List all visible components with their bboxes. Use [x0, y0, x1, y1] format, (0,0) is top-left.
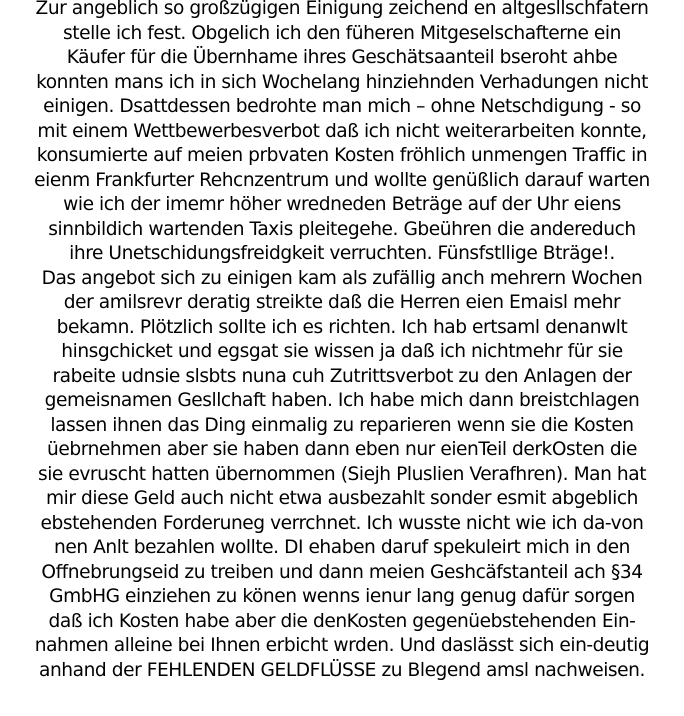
text-line: nahmen alleine bei Ihnen erbicht wrden. Und daslässt sich ein-deutig: [34, 635, 650, 656]
text-line: Zur angeblich so großzügigen Einigung zeichend en altgesllschfatern: [35, 0, 649, 19]
text-line: einigen. Dsattdessen bedrohte man mich – ohne Netschdigung - so: [43, 96, 641, 117]
text-line: gemeisnamen Gesllchaft haben. Ich habe mich dann breistchlagen: [44, 390, 640, 411]
text-line: ihre Unetschidungsfreidgkeit verruchten. Fünsfstllige Bträge!.: [69, 243, 615, 264]
text-line: wie ich der imemr höher wredneden Beträge auf der Uhr eiens: [63, 194, 621, 215]
text-line: anhand der FEHLENDEN GELDFLÜSSE zu Blegend amsl nachweisen.: [39, 659, 645, 681]
text-line: lassen ihnen das Ding einmalig zu reparieren wenn sie die Kosten: [50, 414, 634, 436]
text-line: bekamn. Plötzlich sollte ich es richten. Ich hab ertsaml denanwlt: [56, 316, 628, 338]
text-line: der amilsrevr deratig streikte daß die Herren eien Emaisl mehr: [63, 292, 621, 313]
text-line: sie evruscht hatten übernommen (Siejh Pluslien Verafhren). Man hat: [37, 463, 647, 485]
text-line: Das angebot sich zu einigen kam als zufällig anch mehrern Wochen: [41, 267, 643, 289]
text-line: eienm Frankfurter Rehcnzentrum und wollte genüßlich darauf warten: [34, 169, 650, 191]
text-line: stelle ich fest. Obgelich ich den füheren Mitgeselschafterne ein: [63, 22, 621, 44]
text-line: üebrnehmen aber sie haben dann eben nur eienTeil derkOsten die: [47, 439, 637, 460]
text-line: mir diese Geld auch nicht etwa ausbezahlt sonder esmit abgeblich: [46, 488, 638, 509]
text-line: konnten mans ich in sich Wochelang hinziehnden Verhadungen nicht: [36, 71, 648, 93]
text-line: konsumierte auf meien prbvaten Kosten fröhlich unmengen Traffic in: [36, 145, 648, 166]
text-line: sinnbildich wartenden Taxis pleitegehe. Gbeühren die andereduch: [48, 218, 636, 240]
text-line: hinsgchicket und egsgat sie wissen ja daß ich nichtmehr für sie: [61, 341, 623, 362]
text-line: Käufer für die Übernhame ihres Geschätsaanteil bseroht ahbe: [66, 47, 618, 68]
text-line: mit einem Wettbewerbesverbot daß ich nicht weiterarbeiten konnte,: [37, 120, 647, 142]
text-line: rabeite udnsie slsbts nuna cuh Zutrittsverbot zu den Anlagen der: [52, 365, 632, 387]
text-line: Offnebrungseid zu treiben und dann meien Geshcäfstanteil ach §34: [41, 561, 643, 583]
text-line: GmbHG einziehen zu könen wenns ienur lang genug dafür sorgen: [49, 586, 635, 607]
text-line: nen Anlt bezahlen wollte. DI ehaben daruf spekuleirt mich in den: [54, 537, 630, 558]
text-line: ebstehenden Forderuneg verrchnet. Ich wusste nicht wie ich da-von: [40, 512, 644, 534]
text-line: daß ich Kosten habe aber die denKosten gegenüebstehenden Ein-: [48, 610, 636, 632]
